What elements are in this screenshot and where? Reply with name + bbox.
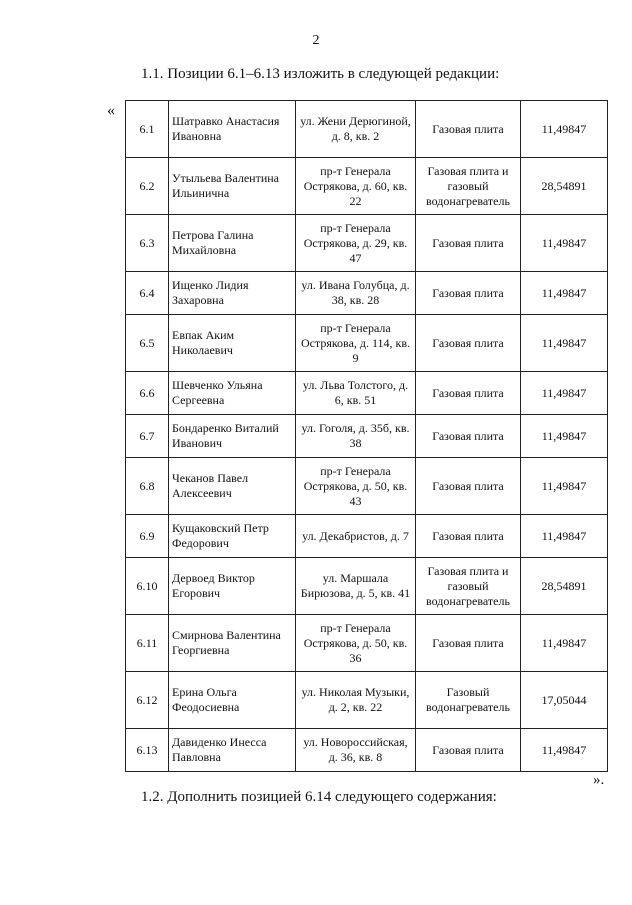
consumption-value: 28,54891: [521, 558, 608, 615]
position-number: 6.10: [126, 558, 169, 615]
person-name: Шатравко Анастасия Ивановна: [169, 101, 296, 158]
table-row: [126, 272, 608, 315]
consumption-value: 11,49847: [521, 372, 608, 415]
person-name: Утыльева Валентина Ильинична: [169, 158, 296, 215]
equipment: Газовая плита: [416, 415, 521, 458]
page-number: 2: [312, 33, 320, 48]
consumption-value: 11,49847: [521, 272, 608, 315]
address: пр-т Генерала Острякова, д. 60, кв. 22: [296, 158, 416, 215]
table-row: [126, 515, 608, 558]
table-row: [126, 615, 608, 672]
table-row: [126, 372, 608, 415]
position-number: 6.11: [126, 615, 169, 672]
person-name: Кущаковский Петр Федорович: [169, 515, 296, 558]
equipment: Газовая плита: [416, 101, 521, 158]
consumption-value: 11,49847: [521, 515, 608, 558]
position-number: 6.6: [126, 372, 169, 415]
address: ул. Гоголя, д. 35б, кв. 38: [296, 415, 416, 458]
position-number: 6.4: [126, 272, 169, 315]
table-row: [126, 315, 608, 372]
consumption-value: 17,05044: [521, 672, 608, 729]
equipment: Газовая плита: [416, 272, 521, 315]
person-name: Давиденко Инесса Павловна: [169, 729, 296, 772]
table-row: [126, 415, 608, 458]
person-name: Чеканов Павел Алексеевич: [169, 458, 296, 515]
person-name: Шевченко Ульяна Сергеевна: [169, 372, 296, 415]
position-number: 6.8: [126, 458, 169, 515]
person-name: Ерина Ольга Феодосиевна: [169, 672, 296, 729]
equipment: Газовая плита: [416, 515, 521, 558]
table-row: [126, 215, 608, 272]
equipment: Газовый водонагреватель: [416, 672, 521, 729]
position-number: 6.7: [126, 415, 169, 458]
positions-table: [125, 100, 608, 772]
table-row: [126, 672, 608, 729]
equipment: Газовая плита: [416, 458, 521, 515]
table-row: [126, 101, 608, 158]
person-name: Евпак Аким Николаевич: [169, 315, 296, 372]
address: ул. Декабристов, д. 7: [296, 515, 416, 558]
consumption-value: 11,49847: [521, 415, 608, 458]
consumption-value: 11,49847: [521, 729, 608, 772]
address: ул. Николая Музыки, д. 2, кв. 22: [296, 672, 416, 729]
consumption-value: 28,54891: [521, 158, 608, 215]
equipment: Газовая плита: [416, 729, 521, 772]
closing-quote-mark: ».: [593, 772, 605, 788]
consumption-value: 11,49847: [521, 315, 608, 372]
section-heading-1-2: 1.2. Дополнить позицией 6.14 следующего содержания:: [141, 789, 497, 805]
position-number: 6.1: [126, 101, 169, 158]
address: пр-т Генерала Острякова, д. 50, кв. 43: [296, 458, 416, 515]
position-number: 6.9: [126, 515, 169, 558]
opening-quote-mark: «: [107, 102, 115, 119]
address: пр-т Генерала Острякова, д. 50, кв. 36: [296, 615, 416, 672]
equipment: Газовая плита: [416, 615, 521, 672]
equipment: Газовая плита: [416, 215, 521, 272]
person-name: Бондаренко Виталий Иванович: [169, 415, 296, 458]
position-number: 6.5: [126, 315, 169, 372]
consumption-value: 11,49847: [521, 615, 608, 672]
address: ул. Жени Дерюгиной, д. 8, кв. 2: [296, 101, 416, 158]
equipment: Газовая плита и газовый водонагреватель: [416, 558, 521, 615]
person-name: Дервоед Виктор Егорович: [169, 558, 296, 615]
section-heading-1-1: 1.1. Позиции 6.1–6.13 изложить в следующей редакции:: [141, 66, 500, 82]
address: пр-т Генерала Острякова, д. 114, кв. 9: [296, 315, 416, 372]
consumption-value: 11,49847: [521, 458, 608, 515]
address: пр-т Генерала Острякова, д. 29, кв. 47: [296, 215, 416, 272]
position-number: 6.2: [126, 158, 169, 215]
table-row: [126, 458, 608, 515]
person-name: Смирнова Валентина Георгиевна: [169, 615, 296, 672]
person-name: Петрова Галина Михайловна: [169, 215, 296, 272]
position-number: 6.12: [126, 672, 169, 729]
address: ул. Новороссийская, д. 36, кв. 8: [296, 729, 416, 772]
address: ул. Маршала Бирюзова, д. 5, кв. 41: [296, 558, 416, 615]
consumption-value: 11,49847: [521, 101, 608, 158]
consumption-value: 11,49847: [521, 215, 608, 272]
equipment: Газовая плита и газовый водонагреватель: [416, 158, 521, 215]
equipment: Газовая плита: [416, 315, 521, 372]
address: ул. Ивана Голубца, д. 38, кв. 28: [296, 272, 416, 315]
position-number: 6.13: [126, 729, 169, 772]
equipment: Газовая плита: [416, 372, 521, 415]
position-number: 6.3: [126, 215, 169, 272]
person-name: Ищенко Лидия Захаровна: [169, 272, 296, 315]
table-row: [126, 558, 608, 615]
address: ул. Льва Толстого, д. 6, кв. 51: [296, 372, 416, 415]
table-row: [126, 729, 608, 772]
table-row: [126, 158, 608, 215]
